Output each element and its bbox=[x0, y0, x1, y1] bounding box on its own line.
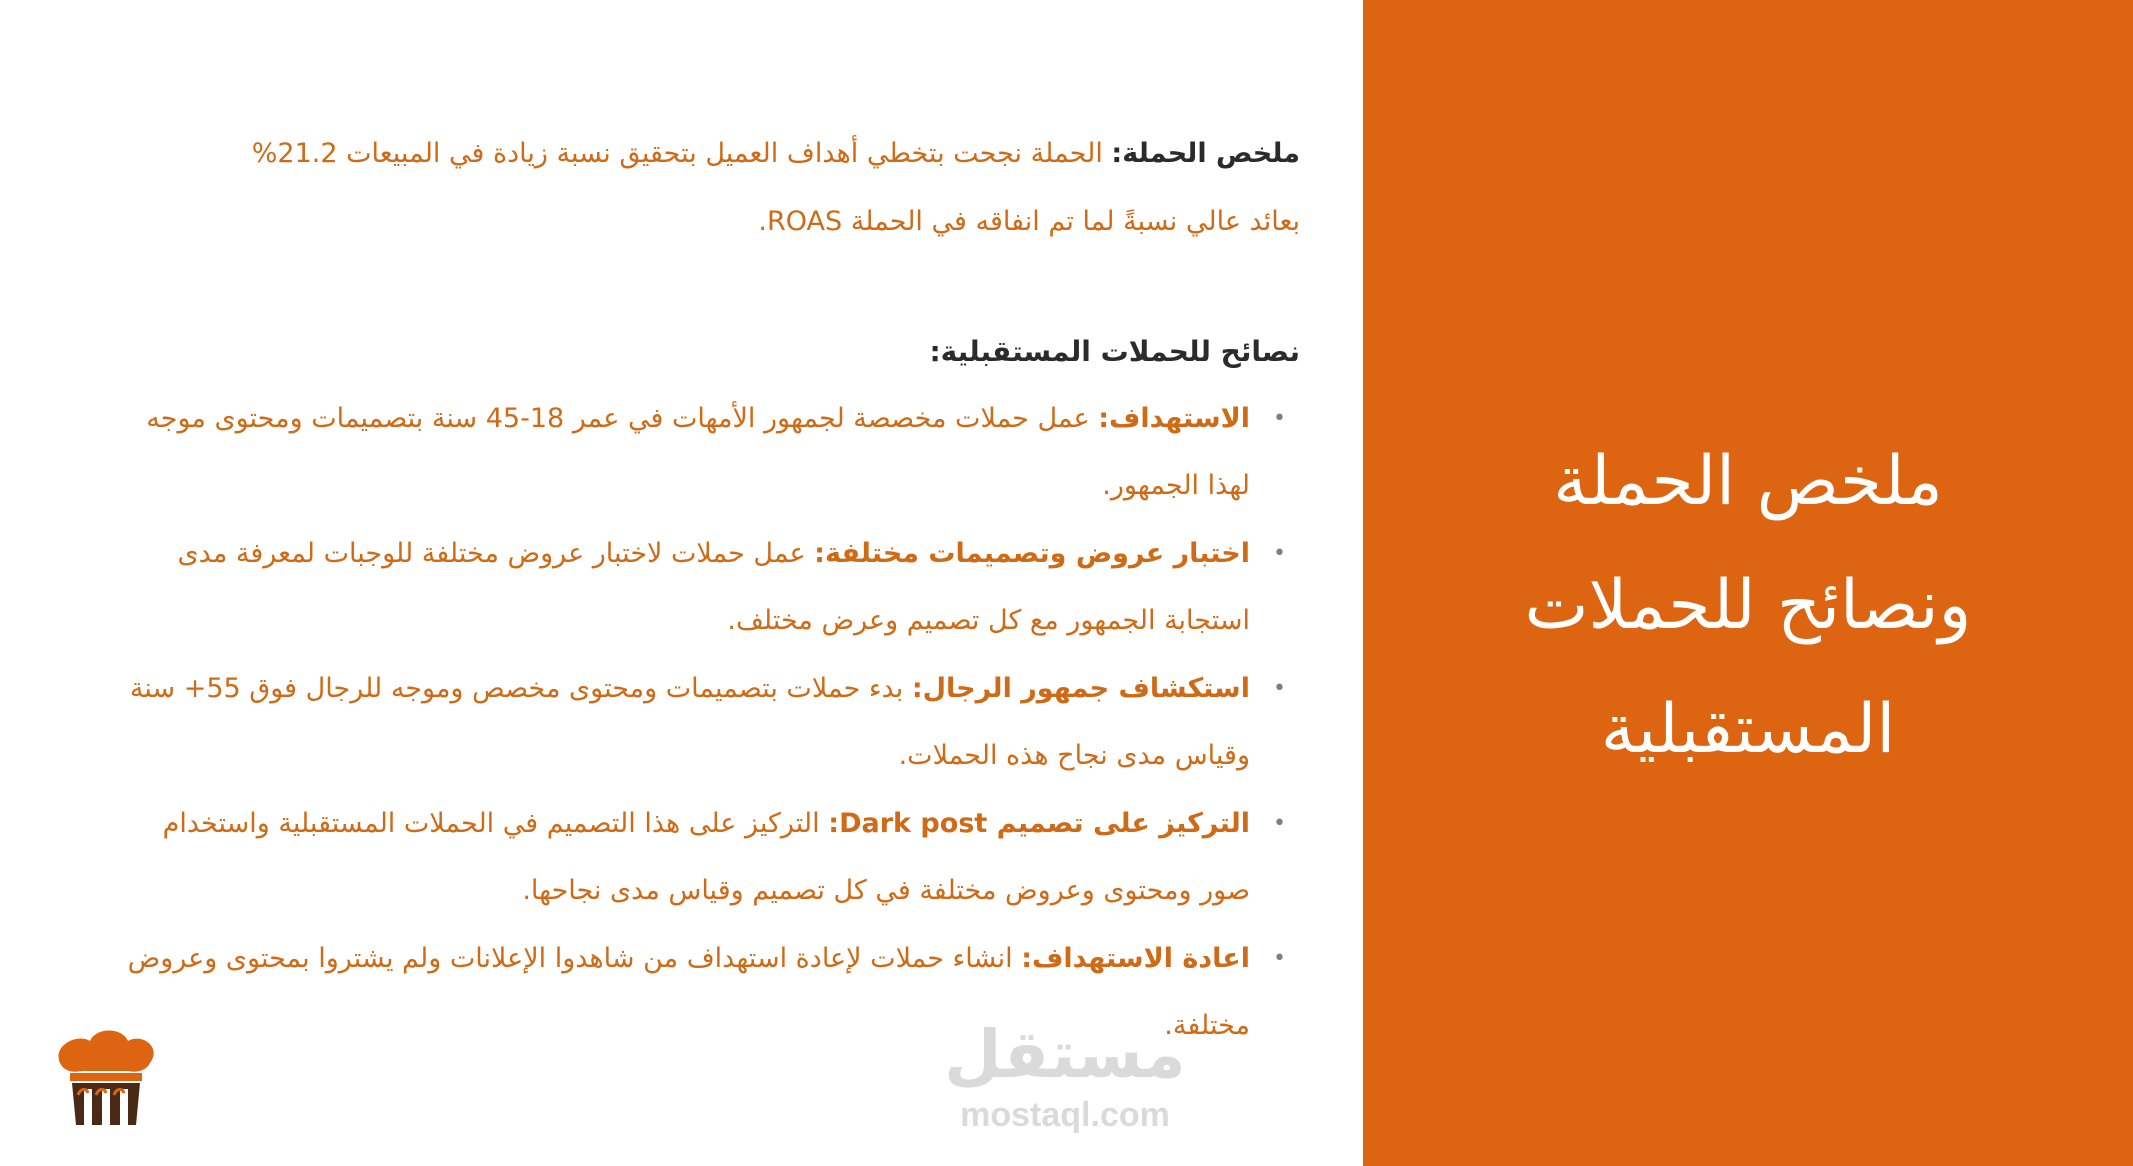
bullet-icon: • bbox=[1273, 946, 1286, 971]
summary-line-1 bbox=[130, 120, 1300, 188]
watermark-latin: mostaql.com bbox=[960, 1096, 1170, 1134]
tips-list bbox=[120, 385, 1286, 1060]
slide-title bbox=[1423, 420, 2073, 792]
tip-label: التركيز على تصميم Dark post: bbox=[828, 808, 1250, 839]
tip-text: بدء حملات بتصميمات ومحتوى مخصص وموجه للرجال فوق 55+ سنة وقياس مدى نجاح هذه الحملات. bbox=[129, 673, 1250, 771]
bullet-icon: • bbox=[1273, 676, 1286, 701]
bullet-icon: • bbox=[1273, 811, 1286, 836]
slide-title-line-2: ونصائح للحملات bbox=[1524, 566, 1972, 645]
watermark-logo bbox=[920, 1015, 1210, 1145]
tip-item bbox=[120, 520, 1286, 654]
summary-text-1: الحملة نجحت بتخطي أهداف العميل بتحقيق نسبة زيادة في المبيعات 21.2% bbox=[251, 138, 1103, 169]
tip-text: انشاء حملات لإعادة استهداف من شاهدوا الإعلانات ولم يشتروا بمحتوى وعروض مختلفة. bbox=[127, 943, 1250, 1041]
tip-text: عمل حملات لاختبار عروض مختلفة للوجبات لمعرفة مدى استجابة الجمهور مع كل تصميم وعرض مختلف. bbox=[177, 538, 1250, 636]
tip-item bbox=[120, 790, 1286, 924]
tip-label: اعادة الاستهداف: bbox=[1021, 943, 1250, 974]
bullet-icon: • bbox=[1273, 406, 1286, 431]
slide-title-line-1: ملخص الحملة bbox=[1553, 442, 1943, 521]
tip-item bbox=[120, 655, 1286, 789]
tip-label: الاستهداف: bbox=[1098, 403, 1250, 434]
bullet-icon: • bbox=[1273, 541, 1286, 566]
tip-text: التركيز على هذا التصميم في الحملات المستقبلية واستخدام صور ومحتوى وعروض مختلفة في كل تصميم وقياس مدى نجاحها. bbox=[162, 808, 1250, 906]
tip-label: اختبار عروض وتصميمات مختلفة: bbox=[814, 538, 1250, 569]
slide-title-line-3: المستقبلية bbox=[1600, 690, 1896, 769]
watermark-arabic: مستقل bbox=[944, 1016, 1186, 1093]
tip-text: عمل حملات مخصصة لجمهور الأمهات في عمر 18-45 سنة بتصميمات ومحتوى موجه لهذا الجمهور. bbox=[146, 403, 1250, 501]
chef-hat-logo-icon bbox=[50, 1025, 160, 1135]
title-panel bbox=[1363, 0, 2133, 1166]
tip-label: استكشاف جمهور الرجال: bbox=[911, 673, 1250, 704]
tips-heading: نصائح للحملات المستقبلية: bbox=[929, 335, 1300, 368]
summary-line-2: بعائد عالي نسبةً لما تم انفاقه في الحملة ROAS. bbox=[758, 206, 1300, 237]
campaign-summary bbox=[130, 120, 1300, 256]
tip-item bbox=[120, 385, 1286, 519]
summary-label: ملخص الحملة: bbox=[1111, 138, 1300, 169]
